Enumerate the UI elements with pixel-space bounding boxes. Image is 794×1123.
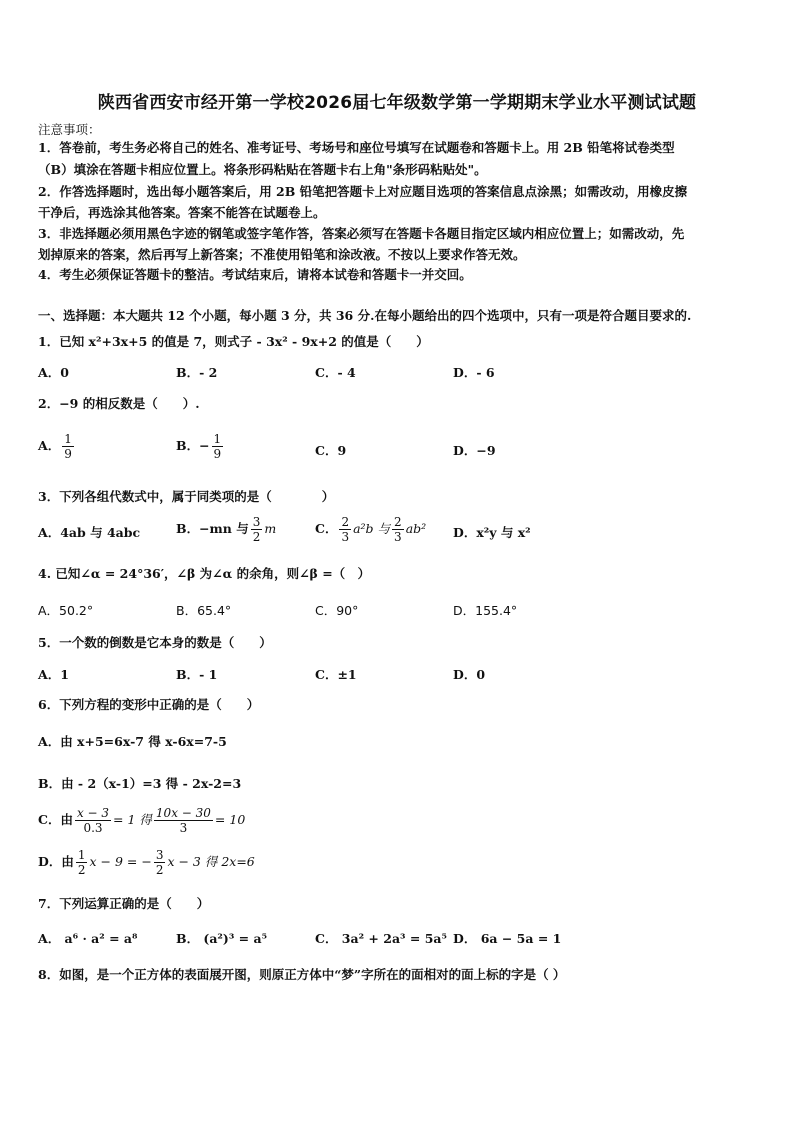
- q3-option-a: A．4ab 与 4abc: [38, 525, 141, 540]
- q6-option-a: A．由 x+5=6x-7 得 x-6x=7-5: [38, 734, 227, 749]
- q4-option-b: B．65.4°: [176, 603, 232, 618]
- q2-option-b: B．− $\frac{1}{9}$: [176, 432, 222, 461]
- q4-stem: 4. 已知∠α = 24°36′，∠β 为∠α 的余角，则∠β =（ ）: [38, 566, 371, 581]
- q6-option-b: B．由 - 2（x-1）=3 得 - 2x-2=3: [38, 776, 242, 791]
- q7-option-c: C． 3a² + 2a³ = 5a⁵: [315, 931, 447, 946]
- notice-line-2: （B）填涂在答题卡相应位置上。将条形码粘贴在答题卡右上角"条形码粘贴处"。: [38, 162, 487, 177]
- q3-option-c: C． $\frac{2}{3}$ a²b 与 $\frac{2}{3}$ ab²: [315, 515, 427, 544]
- q7-stem: 7．下列运算正确的是（ ）: [38, 896, 210, 911]
- section-heading: 一、选择题：本大题共 12 个小题，每小题 3 分，共 36 分.在每小题给出的四个选项中，只有一项是符合题目要求的.: [38, 308, 692, 323]
- q1-option-c: C．- 4: [315, 365, 356, 380]
- q6-option-c: C．由 $\frac{x - 3}{0.3}$ = 1 得 $\frac{10x - 30}{3}$ = 10: [38, 806, 246, 835]
- q2-option-c: C．9: [315, 443, 347, 458]
- q7-option-a: A． a⁶ · a² = a⁸: [38, 931, 138, 946]
- notice-line-6: 划掉原来的答案，然后再写上新答案；不准使用铅笔和涂改液。不按以上要求作答无效。: [38, 247, 526, 262]
- notice-line-5: 3．非选择题必须用黑色字迹的钢笔或签字笔作答，答案必须写在答题卡各题目指定区域内相应位置上；如需改动，先: [38, 226, 685, 241]
- q5-option-c: C．±1: [315, 667, 357, 682]
- notice-line-1: 1．答卷前，考生务必将自己的姓名、准考证号、考场号和座位号填写在试题卷和答题卡上。用 2B 铅笔将试卷类型: [38, 140, 675, 155]
- q2-stem: 2．−9 的相反数是（ ）.: [38, 396, 200, 411]
- notice-line-7: 4．考生必须保证答题卡的整洁。考试结束后，请将本试卷和答题卡一并交回。: [38, 267, 472, 282]
- q5-stem: 5．一个数的倒数是它本身的数是（ ）: [38, 635, 272, 650]
- q1-option-a: A．0: [38, 365, 69, 380]
- q7-option-d: D． 6a − 5a = 1: [453, 931, 562, 946]
- q4-option-c: C．90°: [315, 603, 359, 618]
- q5-option-d: D．0: [453, 667, 486, 682]
- q3-stem: 3．下列各组代数式中，属于同类项的是（ ）: [38, 489, 335, 504]
- q1-option-d: D．- 6: [453, 365, 495, 380]
- q3-option-b: B．−mn 与 $\frac{3}{2}$ m: [176, 515, 277, 544]
- q5-option-a: A．1: [38, 667, 69, 682]
- q8-stem: 8．如图，是一个正方体的表面展开图，则原正方体中“梦”字所在的面相对的面上标的字是（ ）: [38, 967, 566, 982]
- q2-option-d: D．−9: [453, 443, 496, 458]
- q4-option-d: D．155.4°: [453, 603, 518, 618]
- q5-option-b: B．- 1: [176, 667, 218, 682]
- q6-option-d: D．由 $\frac{1}{2}$ x − 9 = − $\frac{3}{2}$ x − 3 得 2x=6: [38, 848, 255, 877]
- q2-option-a: A． $\frac{1}{9}$: [38, 432, 72, 461]
- notice-line-3: 2．作答选择题时，选出每小题答案后，用 2B 铅笔把答题卡上对应题目选项的答案信息点涂黑；如需改动，用橡皮擦: [38, 184, 688, 199]
- exam-title: 陕西省西安市经开第一学校2026届七年级数学第一学期期末学业水平测试试题: [97, 93, 697, 113]
- q6-stem: 6．下列方程的变形中正确的是（ ）: [38, 697, 260, 712]
- notice-line-4: 干净后，再选涂其他答案。答案不能答在试题卷上。: [38, 205, 326, 220]
- q4-option-a: A．50.2°: [38, 603, 94, 618]
- notice-heading: 注意事项：: [38, 122, 101, 137]
- q1-option-b: B．- 2: [176, 365, 218, 380]
- q1-stem: 1．已知 x²+3x+5 的值是 7，则式子 - 3x² - 9x+2 的值是（ ）: [38, 334, 429, 349]
- q7-option-b: B． (a²)³ = a⁵: [176, 931, 268, 946]
- q3-option-d: D．x²y 与 x²: [453, 525, 531, 540]
